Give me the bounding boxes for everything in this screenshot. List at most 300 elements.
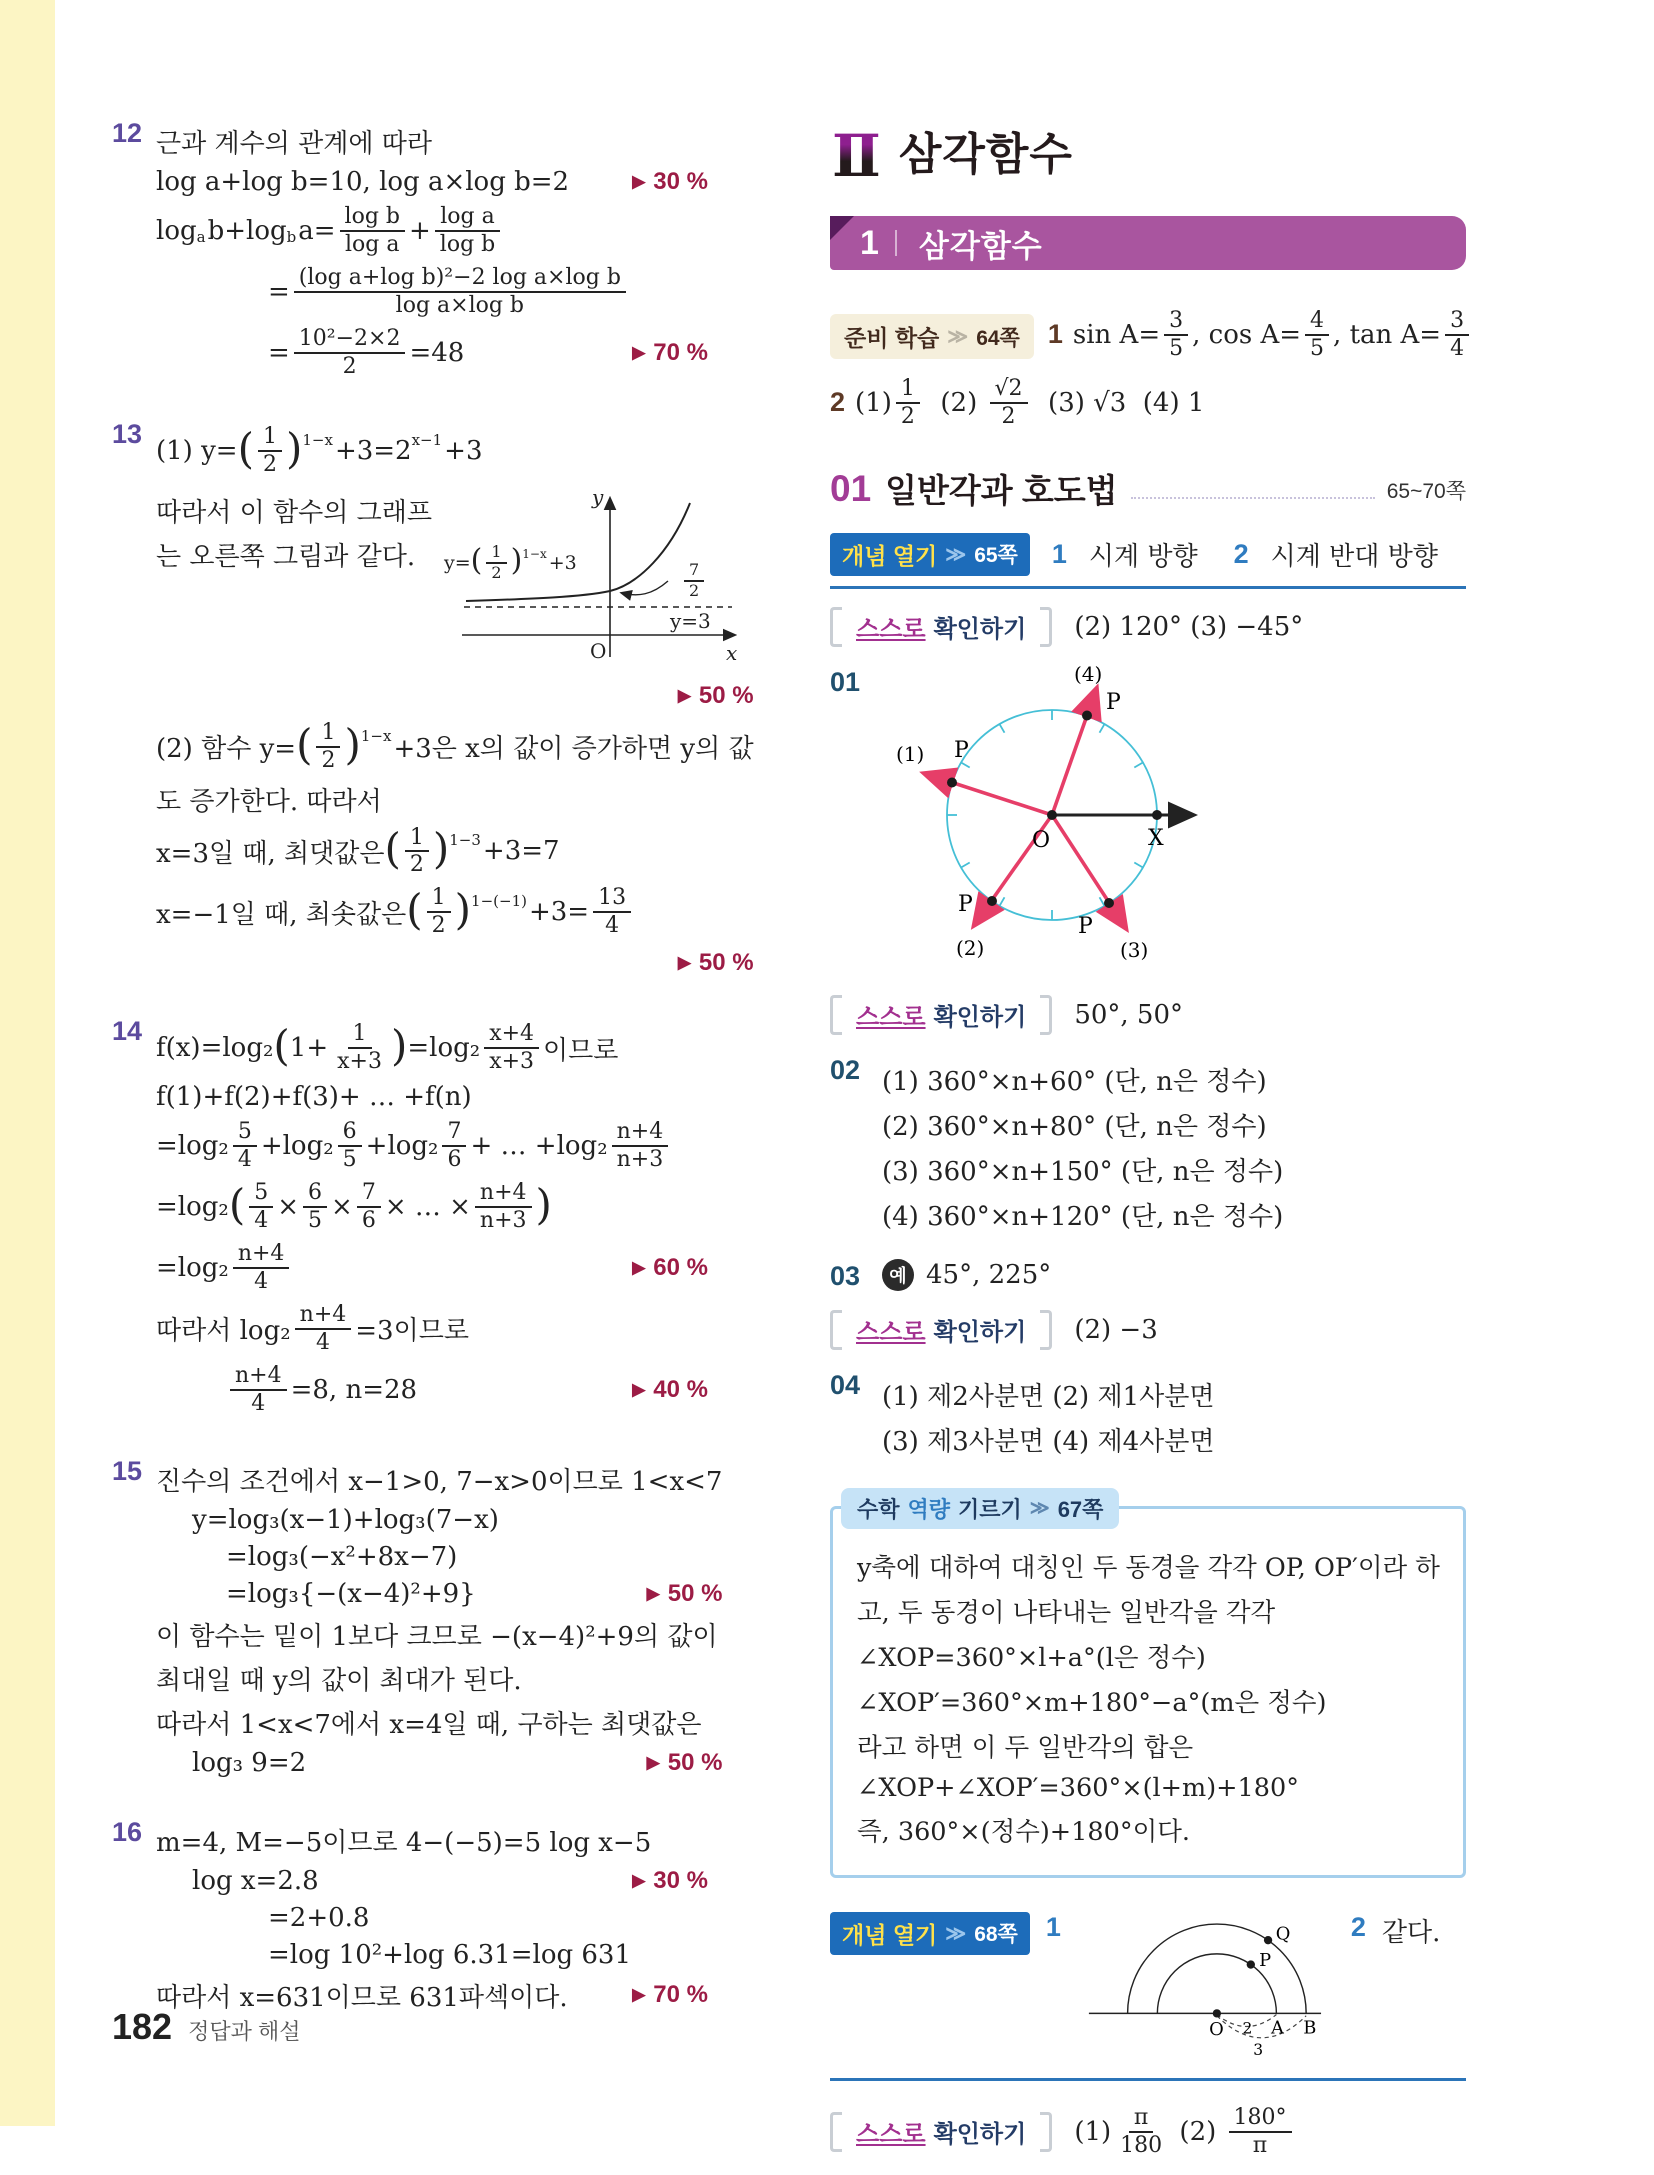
- triangle-icon: ▶: [677, 685, 691, 705]
- math: =log₂: [156, 1192, 229, 1223]
- triangle-icon: ▶: [632, 1258, 646, 1278]
- numerator: 6: [338, 1119, 362, 1147]
- p13-line4: [156, 720, 754, 774]
- problem-16: [112, 1815, 708, 2021]
- self-check-value: 50°, 50°: [1074, 999, 1184, 1030]
- fraction: [233, 1119, 257, 1173]
- label-x: X: [1148, 825, 1164, 851]
- paren: ): [535, 1180, 552, 1230]
- text: 따라서 log₂: [156, 1316, 291, 1347]
- exponent: 1−x: [360, 726, 392, 745]
- math: (2): [1171, 2116, 1225, 2147]
- p16-line1: [156, 1822, 708, 1859]
- score-badge: [632, 168, 708, 196]
- badge-label: 개념 열기: [842, 1921, 938, 1948]
- text: =3이므로: [355, 1316, 469, 1347]
- denominator: 2: [431, 913, 446, 939]
- item-number: 03: [830, 1260, 861, 1291]
- numerator: log b: [340, 204, 405, 232]
- p15-line2: [192, 1505, 722, 1535]
- label-a: A: [1270, 2017, 1284, 2039]
- triangle-icon: ▶: [646, 1752, 660, 1772]
- text: 따라서 이 함수의 그래프: [156, 497, 432, 528]
- fraction: [896, 376, 920, 430]
- answer-number: 1: [1045, 1911, 1061, 1942]
- section-title: 일반각과 호도법: [885, 471, 1118, 509]
- problem-13: [112, 417, 754, 985]
- numerator: 1: [896, 376, 920, 404]
- bracket-right: [1040, 995, 1052, 1035]
- item-number: 04: [830, 1369, 861, 1400]
- answer-text: 같다.: [1381, 1917, 1441, 1948]
- bracket-left: [830, 607, 842, 647]
- math: (3) √3 (4) 1: [1031, 387, 1205, 418]
- prep-answer-2: [830, 376, 1466, 430]
- self-label: 스스로: [856, 1004, 926, 1032]
- item-04: [830, 1368, 1466, 1466]
- answer-number: 1: [1051, 538, 1067, 569]
- text: +3은 x의 값이 증가하면 y의 값: [393, 734, 754, 765]
- text: x=3일 때, 최댓값은: [156, 838, 385, 869]
- fraction: [230, 1363, 287, 1417]
- denominator: 2: [491, 562, 502, 582]
- math: , cos A=: [1192, 319, 1302, 350]
- math: 1+: [289, 1033, 329, 1064]
- percent: 50 %: [667, 1748, 723, 1776]
- denominator: 5: [342, 1147, 357, 1173]
- item-number: 01: [830, 666, 861, 697]
- triangle-icon: ▶: [632, 1985, 646, 2005]
- text: 최대일 때 y의 값이 최대가 된다.: [156, 1665, 522, 1696]
- denominator: 4: [315, 1329, 330, 1355]
- paren: (: [228, 1180, 246, 1230]
- unit-banner: [830, 216, 1466, 270]
- prep-answer-1: [1048, 308, 1473, 362]
- label-o: O: [1209, 2018, 1224, 2040]
- label-2: 2: [1242, 2019, 1253, 2038]
- math: =48: [409, 337, 465, 368]
- numerator: 1: [316, 720, 340, 748]
- fraction: [1115, 2105, 1167, 2159]
- semicircle-diagram: [1077, 1912, 1327, 2064]
- exponential-graph: [442, 485, 742, 675]
- paren: ): [432, 824, 450, 874]
- math: +log₂: [365, 1131, 439, 1162]
- banner-divider: [895, 230, 897, 256]
- score-badge: [632, 1254, 708, 1282]
- item-03: [830, 1259, 1466, 1292]
- page-margin-strip: [0, 0, 55, 2126]
- p14-line4: [156, 1180, 708, 1234]
- numerator: 3: [1164, 308, 1188, 336]
- denominator: 2: [321, 747, 336, 773]
- section-number: 01: [830, 467, 872, 509]
- p13-line2: [156, 492, 442, 529]
- label-o: O: [1032, 827, 1051, 853]
- self-label: 스스로: [856, 1319, 926, 1347]
- badge-word1: 수학: [857, 1496, 900, 1522]
- badge-label: 개념 열기: [842, 542, 938, 569]
- percent: 40 %: [653, 1375, 708, 1403]
- page-ref: 68쪽: [974, 1923, 1018, 1947]
- numerator: 13: [593, 885, 631, 913]
- numerator: 1: [258, 424, 282, 452]
- self-label2: 확인하기: [933, 1004, 1027, 1032]
- box-line: 즉, 360°×(정수)+180°이다.: [857, 1816, 1190, 1847]
- numerator: n+4: [230, 1363, 287, 1391]
- paren: (: [237, 423, 254, 473]
- box-line: 고, 두 동경이 나타내는 일반각을 각각: [857, 1597, 1276, 1628]
- triangle-icon: ▶: [646, 1583, 660, 1603]
- p12-line3: [156, 204, 708, 258]
- page-ref: 65쪽: [974, 544, 1018, 568]
- y-axis-label: y: [592, 484, 604, 509]
- footer-label: 정답과 해설: [188, 2019, 301, 2044]
- math: =log₂: [156, 1131, 229, 1162]
- p16-line2: [192, 1866, 708, 1896]
- triangle-icon: ▶: [632, 342, 646, 362]
- numerator: n+4: [233, 1241, 290, 1269]
- circle-diagram-canvas: [882, 665, 1232, 970]
- paren: ): [510, 542, 523, 578]
- percent: 70 %: [653, 338, 708, 366]
- numerator: (log a+log b)²−2 log a×log b: [294, 265, 626, 293]
- prep-study-row: [830, 306, 1466, 369]
- math: +3=: [528, 897, 590, 928]
- fraction: [294, 265, 626, 319]
- denominator: 5: [1310, 335, 1325, 361]
- exponent: 1−x: [302, 430, 333, 449]
- fraction: [332, 1021, 387, 1075]
- denominator: n+3: [479, 1208, 527, 1234]
- math: +log₂: [260, 1131, 334, 1162]
- p12-line5: [268, 326, 708, 380]
- exponent: 1−3: [449, 831, 481, 850]
- problem-15: [112, 1454, 723, 1785]
- answer-text: 시계 반대 방향: [1270, 541, 1438, 572]
- concept-open-badge: [830, 533, 1030, 576]
- answer-line: (4) 360°×n+120° (단, n은 정수): [882, 1201, 1284, 1232]
- angles-circle-diagram: [882, 665, 1466, 977]
- p14-line6: [156, 1302, 708, 1356]
- math: f(x)=log₂: [156, 1033, 274, 1064]
- fraction: [258, 424, 282, 478]
- paren: ): [285, 423, 303, 473]
- paren: (: [296, 719, 313, 769]
- math: +3=2: [334, 435, 412, 466]
- math: +: [408, 215, 431, 246]
- math: y=log₃(x−1)+log₃(7−x): [192, 1504, 499, 1535]
- math-competency-box: [830, 1496, 1466, 1878]
- self-label2: 확인하기: [933, 1319, 1027, 1347]
- problem-14: [112, 1014, 708, 1423]
- fraction: [990, 376, 1028, 430]
- text: 따라서 1<x<7에서 x=4일 때, 구하는 최댓값은: [156, 1709, 702, 1740]
- self-label2: 확인하기: [933, 2121, 1027, 2149]
- fraction: [233, 1241, 290, 1295]
- percent: 50 %: [698, 681, 754, 709]
- fraction: [486, 543, 506, 583]
- denominator: π: [1252, 2132, 1268, 2158]
- math: sin A=: [1072, 319, 1161, 350]
- p14-line2: [156, 1082, 708, 1112]
- label-p3: P: [1078, 913, 1093, 939]
- example-mark-icon: 예: [882, 1259, 914, 1291]
- concept-open-row-65: [830, 533, 1466, 589]
- chevrons-icon: ≫: [945, 1922, 967, 1945]
- fraction: [484, 1021, 539, 1075]
- numerator: n+4: [612, 1119, 669, 1147]
- self-label: 스스로: [856, 2121, 926, 2149]
- bracket-right: [1040, 2112, 1052, 2152]
- exponent: x−1: [411, 430, 443, 449]
- math: × … ×: [384, 1192, 471, 1223]
- numerator: 7: [684, 561, 704, 582]
- paren: (: [406, 885, 423, 935]
- denominator: x+3: [337, 1049, 382, 1075]
- p14-line7: [226, 1363, 708, 1417]
- math: (1): [1074, 2116, 1112, 2147]
- numerator: 7: [442, 1119, 466, 1147]
- fraction: [294, 326, 406, 380]
- text: 이므로: [543, 1035, 619, 1066]
- box-line: ∠XOP+∠XOP′=360°×(l+m)+180°: [857, 1772, 1299, 1803]
- denominator: 5: [1169, 335, 1184, 361]
- page-number: 182: [112, 2006, 173, 2047]
- math: =: [268, 337, 290, 368]
- math: ×: [331, 1192, 353, 1223]
- numerator: 6: [303, 1180, 327, 1208]
- self-check-value: [1074, 2105, 1295, 2159]
- percent: 30 %: [653, 168, 708, 195]
- score-badge: [678, 682, 754, 710]
- chevrons-icon: ≫: [945, 543, 967, 566]
- numerator: 180°: [1229, 2105, 1292, 2133]
- numerator: 5: [249, 1180, 273, 1208]
- problem-number: 16: [112, 1816, 143, 1847]
- fraction: [249, 1180, 273, 1234]
- math: =log 10²+log 6.31=log 631: [268, 1939, 632, 1970]
- denominator: 2: [342, 353, 357, 379]
- text: 이 함수는 밑이 1보다 크므로 −(x−4)²+9의 값이: [156, 1621, 718, 1652]
- p15-line5: [156, 1616, 722, 1653]
- p15-line8: [192, 1748, 722, 1778]
- paren: (: [470, 542, 483, 578]
- box-line: y축에 대하여 대칭인 두 동경을 각각 OP, OP′이라 하: [857, 1552, 1440, 1583]
- math: (1): [855, 387, 892, 418]
- point-value: [680, 561, 708, 601]
- denominator: 4: [254, 1269, 269, 1295]
- answer-text: 시계 방향: [1088, 541, 1198, 572]
- section-divider: [830, 2078, 1466, 2081]
- p13-pct2-row: [156, 946, 754, 980]
- score-badge: [632, 1981, 708, 2009]
- math: =2+0.8: [268, 1902, 370, 1933]
- numerator: 1: [486, 543, 506, 564]
- concept-open-badge: [830, 1912, 1030, 1955]
- p13-pct1-row: [156, 679, 754, 713]
- self-label2: 확인하기: [933, 616, 1027, 644]
- fraction: [1229, 2105, 1292, 2159]
- self-label: 스스로: [856, 616, 926, 644]
- math: =log₃{−(x−4)²+9}: [226, 1578, 476, 1609]
- origin-label: O: [590, 638, 607, 663]
- section-01-header: [830, 467, 1466, 509]
- self-check-value: (2) −3: [1074, 1314, 1158, 1345]
- p14-line1: [156, 1021, 708, 1075]
- unit-title: 삼각함수: [918, 228, 1043, 264]
- p15-line7: [156, 1704, 722, 1741]
- badge-word2: 역량: [907, 1496, 951, 1522]
- fraction: [1305, 308, 1329, 362]
- bracket-left: [830, 995, 842, 1035]
- problem-number: 12: [112, 118, 143, 148]
- triangle-icon: ▶: [632, 1379, 646, 1399]
- bracket-left: [830, 2112, 842, 2152]
- denominator: 4: [1450, 335, 1465, 361]
- box-line: 라고 하면 이 두 일반각의 합은: [857, 1732, 1194, 1763]
- denominator: 180: [1120, 2132, 1163, 2158]
- p16-line4: [268, 1940, 708, 1970]
- percent: 50 %: [698, 949, 754, 977]
- problem-number: 15: [112, 1455, 143, 1486]
- paren: (: [273, 1021, 290, 1071]
- math: log: [156, 215, 197, 246]
- fraction: [593, 885, 631, 939]
- numerator: n+4: [475, 1180, 532, 1208]
- numerator: x+4: [484, 1021, 539, 1049]
- p14-line3: [156, 1119, 708, 1173]
- label-1: (1): [896, 741, 925, 766]
- subscript: a: [196, 227, 206, 246]
- label-b: B: [1303, 2017, 1317, 2039]
- denominator: 2: [262, 451, 277, 477]
- percent: 60 %: [653, 1254, 708, 1282]
- numerator: 10²−2×2: [294, 326, 406, 354]
- chevrons-icon: ≫: [947, 326, 969, 348]
- triangle-icon: ▶: [632, 172, 646, 191]
- answer-number: 2: [830, 387, 846, 418]
- p13-line5: [156, 781, 754, 818]
- math: =log₃(−x²+8x−7): [226, 1541, 458, 1572]
- text: 진수의 조건에서 x−1>0, 7−x>0이므로 1<x<7: [156, 1466, 723, 1497]
- fraction: [338, 1119, 362, 1173]
- bracket-right: [1040, 1310, 1052, 1350]
- chevrons-icon: ≫: [1029, 1497, 1050, 1519]
- page-ref: 64쪽: [976, 326, 1020, 350]
- answer-line: (3) 360°×n+150° (단, n은 정수): [882, 1156, 1284, 1187]
- denominator: 6: [361, 1208, 376, 1234]
- unit-number: 1: [860, 223, 879, 262]
- numerator: log a: [435, 204, 499, 232]
- item-number: 02: [830, 1054, 861, 1085]
- fraction: [1445, 308, 1469, 362]
- denominator: x+3: [489, 1049, 535, 1075]
- answer-line: (2) 360°×n+80° (단, n은 정수): [882, 1111, 1267, 1142]
- math: ×: [277, 1192, 300, 1223]
- denominator: log a: [345, 231, 400, 257]
- math: (2): [923, 387, 986, 418]
- p12-line1: [156, 123, 708, 160]
- problem-number: 13: [112, 418, 143, 449]
- paren: ): [390, 1021, 408, 1071]
- score-badge: [647, 1749, 723, 1777]
- problem-12: [112, 116, 708, 387]
- paren: ): [344, 719, 361, 769]
- x-axis-label: x: [726, 640, 738, 665]
- denominator: 4: [237, 1147, 252, 1173]
- page-footer: [112, 2006, 300, 2048]
- triangle-icon: ▶: [677, 953, 691, 973]
- p13-line7: [156, 885, 754, 939]
- concept-open-row-68: [830, 1912, 1466, 2064]
- text: 도 증가한다. 따라서: [156, 786, 382, 817]
- right-column: [830, 108, 1466, 2175]
- self-check-3: [830, 1310, 1466, 1350]
- denominator: log b: [439, 231, 496, 257]
- badge-label: 준비 학습: [844, 325, 940, 351]
- item-02: [830, 1053, 1466, 1241]
- label-p1: P: [954, 737, 969, 763]
- math: (1) y=: [156, 435, 238, 466]
- badge-word3: 기르기: [958, 1496, 1022, 1522]
- answer-number: 2: [1350, 1911, 1366, 1942]
- p13-line1: [156, 424, 754, 478]
- math: +3: [444, 435, 483, 466]
- denominator: log a×log b: [395, 292, 525, 318]
- numerator: 4: [1305, 308, 1329, 336]
- label-p: P: [1259, 1949, 1272, 1971]
- fraction: [405, 825, 429, 879]
- math: b+log: [207, 215, 287, 246]
- text: 근과 계수의 관계에 따라: [156, 129, 432, 159]
- fraction: [357, 1180, 381, 1234]
- math: + … +log₂: [470, 1131, 608, 1162]
- self-check-4: [830, 2105, 1466, 2159]
- p15-line6: [156, 1660, 722, 1697]
- fraction: [684, 561, 704, 601]
- score-badge: [678, 949, 754, 977]
- answer-number: 2: [1233, 538, 1249, 569]
- answer-line: (1) 360°×n+60° (단, n은 정수): [882, 1066, 1267, 1097]
- math: =: [268, 276, 290, 307]
- percent: 30 %: [653, 1866, 708, 1894]
- fraction: [475, 1180, 532, 1234]
- text: x=−1일 때, 최솟값은: [156, 899, 407, 930]
- label-3: (3): [1120, 937, 1149, 962]
- numerator: 7: [357, 1180, 381, 1208]
- fraction: [303, 1180, 327, 1234]
- function-label: [444, 543, 577, 583]
- math: log₃ 9=2: [192, 1747, 307, 1778]
- denominator: 2: [1001, 403, 1016, 429]
- denominator: n+3: [616, 1147, 664, 1173]
- bracket-left: [830, 1310, 842, 1350]
- numerator: 3: [1445, 308, 1469, 336]
- percent: 50 %: [667, 1579, 723, 1607]
- math: a=: [298, 215, 336, 246]
- chapter-heading: [832, 118, 1466, 190]
- numerator: 5: [233, 1119, 257, 1147]
- answer-number: 1: [1047, 319, 1063, 350]
- fraction: [427, 885, 451, 939]
- label-2: (2): [956, 935, 985, 960]
- p15-line3: [226, 1542, 722, 1572]
- inner-arc: [1157, 1954, 1276, 2014]
- numerator: 1: [427, 885, 451, 913]
- left-column: [112, 116, 754, 2051]
- denominator: 4: [605, 913, 620, 939]
